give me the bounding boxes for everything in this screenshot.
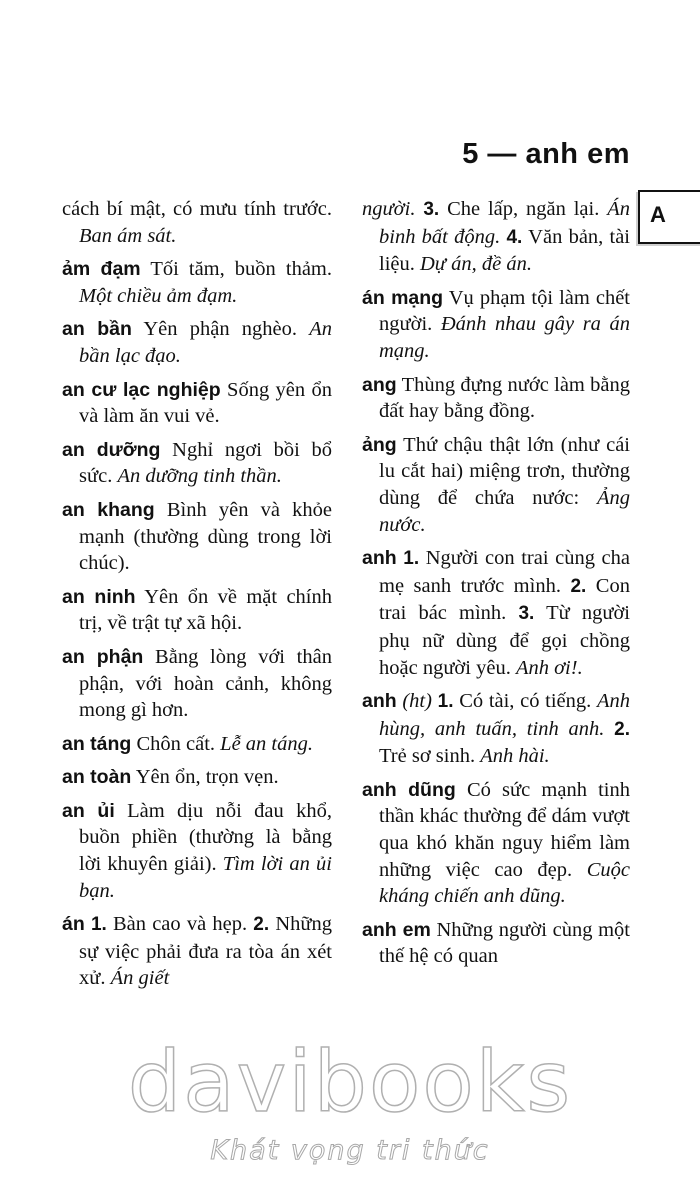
dictionary-entry	[62, 764, 332, 791]
dictionary-entry	[362, 777, 630, 910]
entry-headword: an khang	[62, 498, 155, 521]
entry-example: Án binh bất động.	[379, 198, 630, 248]
entry-definition: Chôn cất.	[131, 732, 221, 755]
sense-number: 1.	[403, 548, 420, 570]
dictionary-entry	[62, 316, 332, 369]
dictionary-entry	[62, 584, 332, 637]
dictionary-entry	[62, 196, 332, 249]
entry-definition: Làm dịu nỗi đau khổ, buồn phiền (thường là bằng lời khuyên giải).	[79, 799, 332, 876]
entry-example: Án giết	[110, 967, 170, 990]
entry-headword: anh	[362, 690, 397, 713]
entry-definition: Thùng đựng nước làm bằng đất hay bằng đồng.	[379, 373, 630, 423]
entry-definition: Nghỉ ngơi bồi bổ sức.	[79, 438, 332, 488]
entry-example: (ht)	[402, 690, 432, 713]
entry-definition: Có tài, có tiếng.	[453, 690, 597, 713]
dictionary-entry	[362, 432, 630, 538]
dictionary-entry	[62, 644, 332, 724]
entry-definition: Bằng lòng với thân phận, với hoàn cảnh, không mong gì hơn.	[79, 645, 332, 722]
entry-definition: Che lấp, ngăn lại.	[439, 198, 608, 220]
entry-headword: an dưỡng	[62, 438, 161, 461]
right-column	[362, 196, 630, 977]
entry-definition: Yên ổn, trọn vẹn.	[131, 766, 279, 789]
entry-definition: Bàn cao và hẹp.	[106, 913, 254, 936]
entry-headword: ảm đạm	[62, 258, 141, 281]
sense-number: 3.	[518, 603, 535, 625]
entry-definition: Yên ổn về mặt chính trị, về trật tự xã hội.	[79, 585, 333, 635]
entry-definition: Con trai bác mình.	[379, 574, 630, 625]
entry-definition: Thứ chậu thật lớn (như cái lu cắt hai) miệng trơn, thường dùng để chứa nước:	[379, 433, 630, 509]
entry-example: Anh ơi!.	[515, 656, 583, 679]
dictionary-entry	[362, 372, 630, 425]
entry-definition: Bình yên và khỏe mạnh (thường dùng trong lời chúc).	[79, 498, 332, 575]
entry-headword: ang	[362, 373, 397, 396]
entry-headword: an toàn	[62, 766, 132, 789]
entry-example: Đánh nhau gây ra án mạng.	[379, 313, 630, 362]
sense-number: 2.	[570, 575, 587, 597]
entry-definition: Vụ phạm tội làm chết người.	[379, 286, 630, 336]
entry-definition: Những người cùng một thế hệ có quan	[379, 918, 630, 968]
entry-definition: Yên phận nghèo.	[131, 318, 310, 341]
entry-headword: án mạng	[362, 286, 444, 309]
entry-headword: an bần	[62, 318, 132, 341]
entry-headword: anh em	[362, 918, 431, 941]
thumb-index-letter: A	[650, 202, 666, 227]
entry-example: Lễ an táng.	[220, 732, 313, 755]
entry-example: Ban ám sát.	[79, 224, 177, 247]
entry-example: Anh hài.	[480, 745, 550, 768]
entry-definition: Tối tăm, buồn thảm.	[140, 258, 332, 281]
entry-headword: an cư lạc nghiệp	[62, 378, 221, 401]
entry-headword: an táng	[62, 732, 132, 755]
dictionary-entry	[62, 437, 332, 490]
entry-definition: Sống yên ổn và làm ăn vui vẻ.	[79, 378, 333, 428]
entry-definition: cách bí mật, có mưu tính trước.	[62, 198, 332, 220]
entry-definition: Trẻ sơ sinh.	[379, 745, 481, 768]
entry-headword: án	[62, 913, 85, 936]
entry-definition: Người con trai cùng cha mẹ sanh trước mình.	[379, 547, 630, 597]
entry-definition	[604, 718, 614, 740]
sense-number: 1.	[90, 914, 107, 936]
watermark-brand: davibooks	[127, 1033, 573, 1131]
running-head: 5 — anh em	[462, 138, 630, 170]
dictionary-entry	[362, 917, 630, 970]
entry-example: Cuộc kháng chiến anh dũng.	[379, 858, 630, 908]
entry-definition: Có sức mạnh tinh thần khác thường để dám vượt qua khó khăn nguy hiểm làm những việc cao đẹp.	[379, 778, 631, 881]
entry-example: An dưỡng tinh thần.	[117, 465, 282, 488]
dictionary-entry	[62, 798, 332, 904]
entry-headword: anh	[362, 547, 397, 570]
dictionary-entry	[62, 911, 332, 992]
entry-definition: Từ người phụ nữ dùng để gọi chồng hoặc người yêu.	[379, 602, 630, 679]
sense-number: 2.	[614, 718, 631, 740]
entry-headword: an phận	[62, 645, 144, 668]
dictionary-entry	[362, 545, 630, 681]
entry-headword: ảng	[362, 433, 397, 456]
entry-example: Tìm lời an ủi bạn.	[79, 853, 332, 902]
sense-number: 3.	[423, 199, 440, 220]
dictionary-entry	[62, 377, 332, 430]
sense-number: 1.	[437, 691, 454, 713]
entry-headword: an ninh	[62, 585, 136, 608]
watermark-tagline: Khát vọng tri thức	[210, 1135, 490, 1166]
dictionary-entry	[62, 731, 332, 758]
entry-headword: an ủi	[62, 799, 115, 822]
sense-number: 2.	[253, 914, 270, 936]
dictionary-entry	[62, 256, 332, 309]
entry-example: Ảng nước.	[379, 486, 630, 536]
entry-example: Dự án, đề án.	[420, 253, 532, 276]
thumb-index-tab	[638, 190, 700, 244]
entry-example: Một chiều ảm đạm.	[79, 284, 238, 307]
sense-number: 4.	[506, 226, 523, 248]
left-column	[62, 196, 332, 999]
dictionary-entry	[362, 196, 630, 278]
entry-example: Anh hùng, anh tuấn, tinh anh.	[379, 690, 630, 740]
entry-example: người.	[362, 198, 416, 220]
entry-example: An bần lạc đạo.	[79, 318, 333, 367]
dictionary-entry	[362, 688, 630, 770]
entry-definition: Văn bản, tài liệu.	[379, 225, 631, 276]
entry-headword: anh dũng	[362, 778, 456, 801]
dictionary-entry	[62, 497, 332, 577]
entry-definition: Những sự việc phải đưa ra tòa án xét xử.	[79, 913, 333, 990]
dictionary-entry	[362, 285, 630, 365]
